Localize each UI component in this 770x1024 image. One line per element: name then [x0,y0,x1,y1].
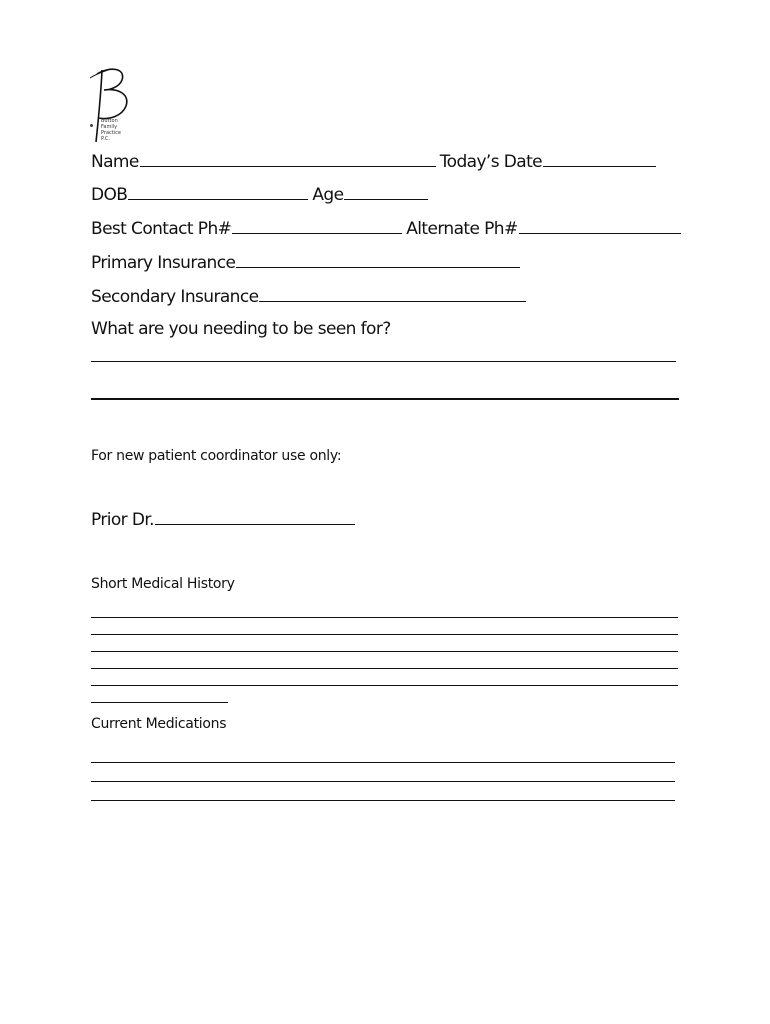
medical-history-label: Short Medical History [91,576,235,592]
dob-label: DOB [91,185,128,205]
medical-history-line-short[interactable] [91,702,228,703]
medications-line[interactable] [91,781,675,782]
alternate-phone-field[interactable] [519,217,681,234]
primary-insurance-field[interactable] [236,251,520,268]
logo-text-line: Button [101,118,118,124]
logo-text [101,118,121,142]
medications-line[interactable] [91,762,675,763]
medical-history-line[interactable] [91,685,678,686]
current-medications-label: Current Medications [91,716,227,732]
best-contact-label: Best Contact Ph# [91,219,232,239]
medications-line[interactable] [91,800,675,801]
logo-text-line: P.C. [101,136,110,142]
secondary-insurance-row [91,285,526,307]
medical-history-line[interactable] [91,634,678,635]
phone-row [91,217,681,239]
primary-insurance-label: Primary Insurance [91,253,236,273]
secondary-insurance-field[interactable] [259,285,526,302]
medical-history-line[interactable] [91,668,678,669]
medical-history-line[interactable] [91,617,678,618]
age-field[interactable] [344,183,428,200]
needing-question: What are you needing to be seen for? [91,319,391,339]
todays-date-label: Today’s Date [439,152,543,172]
name-label: Name [91,152,139,172]
logo-text-line: Family [101,124,118,130]
primary-insurance-row [91,251,520,273]
dob-age-row [91,183,428,205]
dob-field[interactable] [128,183,308,200]
name-date-row [91,150,656,172]
alternate-phone-label: Alternate Ph# [406,219,518,239]
needing-answer-line[interactable] [91,361,676,362]
todays-date-field[interactable] [543,150,656,167]
needing-answer-line-thick[interactable] [91,398,679,400]
medical-history-line[interactable] [91,651,678,652]
prior-dr-row [91,508,355,530]
best-contact-field[interactable] [232,217,402,234]
age-label: Age [312,185,344,205]
logo-text-line: Practice [101,130,121,136]
prior-dr-label: Prior Dr. [91,510,154,530]
coordinator-note: For new patient coordinator use only: [91,448,342,464]
prior-dr-field[interactable] [155,508,355,525]
name-field[interactable] [140,150,436,167]
logo-bullet-icon [90,124,93,127]
secondary-insurance-label: Secondary Insurance [91,287,259,307]
